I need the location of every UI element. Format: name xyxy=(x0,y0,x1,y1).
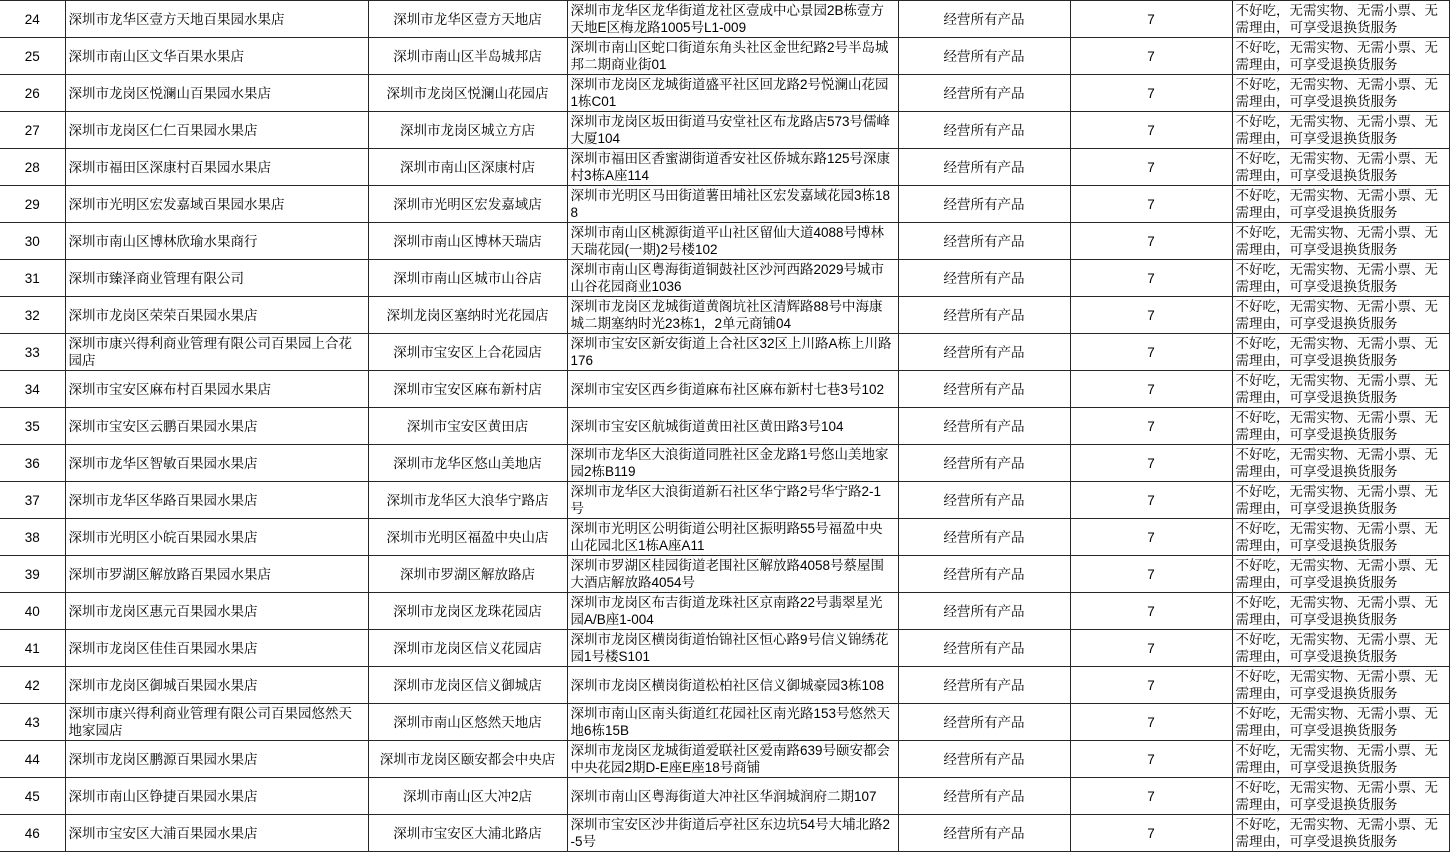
store-name-cell[interactable]: 深圳市龙岗区颐安都会中央店 xyxy=(368,741,567,778)
row-number-cell[interactable]: 45 xyxy=(0,778,65,815)
company-name-cell[interactable]: 深圳市康兴得利商业管理有限公司百果园上合花园店 xyxy=(65,334,368,371)
address-cell[interactable]: 深圳市南山区桃源街道平山社区留仙大道4088号博林天瑞花园(一期)2号楼102 xyxy=(567,223,898,260)
business-scope-cell[interactable]: 经营所有产品 xyxy=(898,334,1070,371)
store-name-cell[interactable]: 深圳市光明区福盈中央山店 xyxy=(368,519,567,556)
table-row xyxy=(0,260,1449,297)
business-scope-cell[interactable]: 经营所有产品 xyxy=(898,149,1070,186)
store-name-cell[interactable]: 深圳市光明区宏发嘉域店 xyxy=(368,186,567,223)
address-cell[interactable]: 深圳市龙岗区横岗街道怡锦社区恒心路9号信义锦绣花园1号楼S101 xyxy=(567,630,898,667)
service-policy-cell[interactable]: 不好吃，无需实物、无需小票、无需理由，可享受退换货服务 xyxy=(1232,297,1449,334)
service-policy-cell[interactable]: 不好吃，无需实物、无需小票、无需理由，可享受退换货服务 xyxy=(1232,778,1449,815)
days-cell[interactable]: 7 xyxy=(1070,741,1232,778)
company-name-cell[interactable]: 深圳市光明区小皖百果园水果店 xyxy=(65,519,368,556)
service-policy-cell[interactable]: 不好吃，无需实物、无需小票、无需理由，可享受退换货服务 xyxy=(1232,223,1449,260)
company-name-cell[interactable]: 深圳市龙岗区鹏源百果园水果店 xyxy=(65,741,368,778)
company-name-cell[interactable]: 深圳市南山区文华百果水果店 xyxy=(65,38,368,75)
days-cell[interactable]: 7 xyxy=(1070,38,1232,75)
service-policy-cell[interactable]: 不好吃，无需实物、无需小票、无需理由，可享受退换货服务 xyxy=(1232,371,1449,408)
business-scope-cell[interactable]: 经营所有产品 xyxy=(898,519,1070,556)
days-cell[interactable]: 7 xyxy=(1070,186,1232,223)
company-name-cell[interactable]: 深圳市康兴得利商业管理有限公司百果园悠然天地家园店 xyxy=(65,704,368,741)
table-row xyxy=(0,334,1449,371)
service-policy-cell[interactable]: 不好吃，无需实物、无需小票、无需理由，可享受退换货服务 xyxy=(1232,75,1449,112)
row-number-cell[interactable]: 46 xyxy=(0,815,65,852)
table-row xyxy=(0,593,1449,630)
service-policy-cell[interactable]: 不好吃，无需实物、无需小票、无需理由，可享受退换货服务 xyxy=(1232,38,1449,75)
table-row xyxy=(0,297,1449,334)
days-cell[interactable]: 7 xyxy=(1070,667,1232,704)
days-cell[interactable]: 7 xyxy=(1070,297,1232,334)
service-policy-cell[interactable]: 不好吃，无需实物、无需小票、无需理由，可享受退换货服务 xyxy=(1232,1,1449,38)
table-row xyxy=(0,704,1449,741)
company-name-cell[interactable]: 深圳市龙岗区仁仁百果园水果店 xyxy=(65,112,368,149)
address-cell[interactable]: 深圳市龙岗区横岗街道松柏社区信义御城豪园3栋108 xyxy=(567,667,898,704)
service-policy-cell[interactable]: 不好吃，无需实物、无需小票、无需理由，可享受退换货服务 xyxy=(1232,186,1449,223)
table-row xyxy=(0,223,1449,260)
address-cell[interactable]: 深圳市南山区粤海街道铜鼓社区沙河西路2029号城市山谷花园商业1036 xyxy=(567,260,898,297)
row-number-cell[interactable]: 33 xyxy=(0,334,65,371)
row-number-cell[interactable]: 37 xyxy=(0,482,65,519)
table-row xyxy=(0,482,1449,519)
store-table-body xyxy=(0,1,1449,852)
store-name-cell[interactable]: 深圳市龙华区悠山美地店 xyxy=(368,445,567,482)
store-name-cell[interactable]: 深圳市宝安区上合花园店 xyxy=(368,334,567,371)
store-name-cell[interactable]: 深圳市龙岗区龙珠花园店 xyxy=(368,593,567,630)
service-policy-cell[interactable]: 不好吃，无需实物、无需小票、无需理由，可享受退换货服务 xyxy=(1232,815,1449,852)
row-number-cell[interactable]: 30 xyxy=(0,223,65,260)
business-scope-cell[interactable]: 经营所有产品 xyxy=(898,482,1070,519)
table-row xyxy=(0,815,1449,852)
service-policy-cell[interactable]: 不好吃，无需实物、无需小票、无需理由，可享受退换货服务 xyxy=(1232,445,1449,482)
days-cell[interactable]: 7 xyxy=(1070,519,1232,556)
address-cell[interactable]: 深圳市宝安区沙井街道后亭社区东边坑54号大埔北路2-5号 xyxy=(567,815,898,852)
address-cell[interactable]: 深圳市宝安区西乡街道麻布社区麻布新村七巷3号102 xyxy=(567,371,898,408)
service-policy-cell[interactable]: 不好吃，无需实物、无需小票、无需理由，可享受退换货服务 xyxy=(1232,667,1449,704)
address-cell[interactable]: 深圳市光明区公明街道公明社区振明路55号福盈中央山花园北区1栋A座A11 xyxy=(567,519,898,556)
company-name-cell[interactable]: 深圳市臻泽商业管理有限公司 xyxy=(65,260,368,297)
address-cell[interactable]: 深圳市宝安区航城街道黄田社区黄田路3号104 xyxy=(567,408,898,445)
business-scope-cell[interactable]: 经营所有产品 xyxy=(898,778,1070,815)
row-number-cell[interactable]: 31 xyxy=(0,260,65,297)
store-name-cell[interactable]: 深圳市宝安区黄田店 xyxy=(368,408,567,445)
table-row xyxy=(0,186,1449,223)
business-scope-cell[interactable]: 经营所有产品 xyxy=(898,408,1070,445)
days-cell[interactable]: 7 xyxy=(1070,1,1232,38)
address-cell[interactable]: 深圳市龙岗区坂田街道马安堂社区布龙路店573号儒峰大厦104 xyxy=(567,112,898,149)
service-policy-cell[interactable]: 不好吃，无需实物、无需小票、无需理由，可享受退换货服务 xyxy=(1232,149,1449,186)
business-scope-cell[interactable]: 经营所有产品 xyxy=(898,593,1070,630)
days-cell[interactable]: 7 xyxy=(1070,593,1232,630)
address-cell[interactable]: 深圳市龙岗区龙城街道盛平社区回龙路2号悦澜山花园1栋C01 xyxy=(567,75,898,112)
table-row xyxy=(0,741,1449,778)
store-name-cell[interactable]: 深圳市南山区悠然天地店 xyxy=(368,704,567,741)
address-cell[interactable]: 深圳市龙岗区龙城街道黄阁坑社区清辉路88号中海康城二期塞纳时光23栋1，2单元商铺04 xyxy=(567,297,898,334)
table-row xyxy=(0,112,1449,149)
address-cell[interactable]: 深圳市南山区蛇口街道东角头社区金世纪路2号半岛城邦二期商业街01 xyxy=(567,38,898,75)
store-name-cell[interactable]: 深圳市龙岗区城立方店 xyxy=(368,112,567,149)
table-row xyxy=(0,630,1449,667)
company-name-cell[interactable]: 深圳市龙华区华路百果园水果店 xyxy=(65,482,368,519)
store-name-cell[interactable]: 深圳市南山区博林天瑞店 xyxy=(368,223,567,260)
company-name-cell[interactable]: 深圳市龙岗区御城百果园水果店 xyxy=(65,667,368,704)
store-name-cell[interactable]: 深圳市龙华区壹方天地店 xyxy=(368,1,567,38)
store-name-cell[interactable]: 深圳市龙岗区信义御城店 xyxy=(368,667,567,704)
row-number-cell[interactable]: 40 xyxy=(0,593,65,630)
business-scope-cell[interactable]: 经营所有产品 xyxy=(898,445,1070,482)
company-name-cell[interactable]: 深圳市龙岗区荣荣百果园水果店 xyxy=(65,297,368,334)
row-number-cell[interactable]: 41 xyxy=(0,630,65,667)
days-cell[interactable]: 7 xyxy=(1070,223,1232,260)
service-policy-cell[interactable]: 不好吃，无需实物、无需小票、无需理由，可享受退换货服务 xyxy=(1232,482,1449,519)
business-scope-cell[interactable]: 经营所有产品 xyxy=(898,1,1070,38)
service-policy-cell[interactable]: 不好吃，无需实物、无需小票、无需理由，可享受退换货服务 xyxy=(1232,704,1449,741)
address-cell[interactable]: 深圳市光明区马田街道薯田埔社区宏发嘉域花园3栋188 xyxy=(567,186,898,223)
row-number-cell[interactable]: 24 xyxy=(0,1,65,38)
company-name-cell[interactable]: 深圳市光明区宏发嘉域百果园水果店 xyxy=(65,186,368,223)
days-cell[interactable]: 7 xyxy=(1070,556,1232,593)
company-name-cell[interactable]: 深圳市南山区博林欣瑜水果商行 xyxy=(65,223,368,260)
company-name-cell[interactable]: 深圳市宝安区大浦百果园水果店 xyxy=(65,815,368,852)
days-cell[interactable]: 7 xyxy=(1070,815,1232,852)
business-scope-cell[interactable]: 经营所有产品 xyxy=(898,556,1070,593)
business-scope-cell[interactable]: 经营所有产品 xyxy=(898,223,1070,260)
service-policy-cell[interactable]: 不好吃，无需实物、无需小票、无需理由，可享受退换货服务 xyxy=(1232,408,1449,445)
table-row xyxy=(0,1,1449,38)
business-scope-cell[interactable]: 经营所有产品 xyxy=(898,630,1070,667)
table-row xyxy=(0,38,1449,75)
row-number-cell[interactable]: 35 xyxy=(0,408,65,445)
store-name-cell[interactable]: 深圳市龙岗区信义花园店 xyxy=(368,630,567,667)
days-cell[interactable]: 7 xyxy=(1070,149,1232,186)
address-cell[interactable]: 深圳市龙岗区龙城街道爱联社区爱南路639号颐安都会中央花园2期D-E座E座18号商铺 xyxy=(567,741,898,778)
days-cell[interactable]: 7 xyxy=(1070,408,1232,445)
address-cell[interactable]: 深圳市龙华区大浪街道新石社区华宁路2号华宁路2-1号 xyxy=(567,482,898,519)
store-name-cell[interactable]: 深圳市宝安区大浦北路店 xyxy=(368,815,567,852)
table-row xyxy=(0,556,1449,593)
business-scope-cell[interactable]: 经营所有产品 xyxy=(898,667,1070,704)
days-cell[interactable]: 7 xyxy=(1070,704,1232,741)
address-cell[interactable]: 深圳市龙华区龙华街道龙社区壹成中心景园2B栋壹方天地E区梅龙路1005号L1-009 xyxy=(567,1,898,38)
table-row xyxy=(0,778,1449,815)
row-number-cell[interactable]: 36 xyxy=(0,445,65,482)
table-row xyxy=(0,75,1449,112)
address-cell[interactable]: 深圳市龙华区大浪街道同胜社区金龙路1号悠山美地家园2栋B119 xyxy=(567,445,898,482)
days-cell[interactable]: 7 xyxy=(1070,778,1232,815)
row-number-cell[interactable]: 29 xyxy=(0,186,65,223)
business-scope-cell[interactable]: 经营所有产品 xyxy=(898,112,1070,149)
address-cell[interactable]: 深圳市龙岗区布吉街道龙珠社区京南路22号翡翠星光园A/B座1-004 xyxy=(567,593,898,630)
row-number-cell[interactable]: 34 xyxy=(0,371,65,408)
business-scope-cell[interactable]: 经营所有产品 xyxy=(898,75,1070,112)
days-cell[interactable]: 7 xyxy=(1070,334,1232,371)
business-scope-cell[interactable]: 经营所有产品 xyxy=(898,260,1070,297)
service-policy-cell[interactable]: 不好吃，无需实物、无需小票、无需理由，可享受退换货服务 xyxy=(1232,112,1449,149)
service-policy-cell[interactable]: 不好吃，无需实物、无需小票、无需理由，可享受退换货服务 xyxy=(1232,519,1449,556)
row-number-cell[interactable]: 32 xyxy=(0,297,65,334)
row-number-cell[interactable]: 42 xyxy=(0,667,65,704)
table-row xyxy=(0,149,1449,186)
address-cell[interactable]: 深圳市南山区南头街道红花园社区南光路153号悠然天地6栋15B xyxy=(567,704,898,741)
row-number-cell[interactable]: 43 xyxy=(0,704,65,741)
row-number-cell[interactable]: 27 xyxy=(0,112,65,149)
row-number-cell[interactable]: 26 xyxy=(0,75,65,112)
business-scope-cell[interactable]: 经营所有产品 xyxy=(898,297,1070,334)
store-name-cell[interactable]: 深圳市龙岗区悦澜山花园店 xyxy=(368,75,567,112)
days-cell[interactable]: 7 xyxy=(1070,112,1232,149)
company-name-cell[interactable]: 深圳市龙华区智敏百果园水果店 xyxy=(65,445,368,482)
days-cell[interactable]: 7 xyxy=(1070,482,1232,519)
row-number-cell[interactable]: 28 xyxy=(0,149,65,186)
days-cell[interactable]: 7 xyxy=(1070,371,1232,408)
row-number-cell[interactable]: 44 xyxy=(0,741,65,778)
company-name-cell[interactable]: 深圳市龙岗区惠元百果园水果店 xyxy=(65,593,368,630)
store-name-cell[interactable]: 深圳龙岗区塞纳时光花园店 xyxy=(368,297,567,334)
table-row xyxy=(0,445,1449,482)
days-cell[interactable]: 7 xyxy=(1070,75,1232,112)
address-cell[interactable]: 深圳市罗湖区桂园街道老围社区解放路4058号蔡屋围大酒店解放路4054号 xyxy=(567,556,898,593)
company-name-cell[interactable]: 深圳市罗湖区解放路百果园水果店 xyxy=(65,556,368,593)
days-cell[interactable]: 7 xyxy=(1070,630,1232,667)
service-policy-cell[interactable]: 不好吃，无需实物、无需小票、无需理由，可享受退换货服务 xyxy=(1232,593,1449,630)
business-scope-cell[interactable]: 经营所有产品 xyxy=(898,186,1070,223)
row-number-cell[interactable]: 39 xyxy=(0,556,65,593)
table-row xyxy=(0,667,1449,704)
days-cell[interactable]: 7 xyxy=(1070,445,1232,482)
row-number-cell[interactable]: 38 xyxy=(0,519,65,556)
store-name-cell[interactable]: 深圳市南山区城市山谷店 xyxy=(368,260,567,297)
business-scope-cell[interactable]: 经营所有产品 xyxy=(898,38,1070,75)
company-name-cell[interactable]: 深圳市南山区铮捷百果园水果店 xyxy=(65,778,368,815)
company-name-cell[interactable]: 深圳市龙岗区悦澜山百果园水果店 xyxy=(65,75,368,112)
business-scope-cell[interactable]: 经营所有产品 xyxy=(898,741,1070,778)
address-cell[interactable]: 深圳市南山区粤海街道大冲社区华润城润府二期107 xyxy=(567,778,898,815)
store-name-cell[interactable]: 深圳市宝安区麻布新村店 xyxy=(368,371,567,408)
store-name-cell[interactable]: 深圳市南山区半岛城邦店 xyxy=(368,38,567,75)
store-name-cell[interactable]: 深圳市龙华区大浪华宁路店 xyxy=(368,482,567,519)
address-cell[interactable]: 深圳市宝安区新安街道上合社区32区上川路A栋上川路176 xyxy=(567,334,898,371)
store-name-cell[interactable]: 深圳市南山区深康村店 xyxy=(368,149,567,186)
company-name-cell[interactable]: 深圳市龙岗区佳佳百果园水果店 xyxy=(65,630,368,667)
table-row xyxy=(0,519,1449,556)
company-name-cell[interactable]: 深圳市宝安区云鹏百果园水果店 xyxy=(65,408,368,445)
business-scope-cell[interactable]: 经营所有产品 xyxy=(898,371,1070,408)
company-name-cell[interactable]: 深圳市福田区深康村百果园水果店 xyxy=(65,149,368,186)
service-policy-cell[interactable]: 不好吃，无需实物、无需小票、无需理由，可享受退换货服务 xyxy=(1232,260,1449,297)
service-policy-cell[interactable]: 不好吃，无需实物、无需小票、无需理由，可享受退换货服务 xyxy=(1232,334,1449,371)
row-number-cell[interactable]: 25 xyxy=(0,38,65,75)
company-name-cell[interactable]: 深圳市宝安区麻布村百果园水果店 xyxy=(65,371,368,408)
business-scope-cell[interactable]: 经营所有产品 xyxy=(898,815,1070,852)
service-policy-cell[interactable]: 不好吃，无需实物、无需小票、无需理由，可享受退换货服务 xyxy=(1232,741,1449,778)
table-row xyxy=(0,371,1449,408)
service-policy-cell[interactable]: 不好吃，无需实物、无需小票、无需理由，可享受退换货服务 xyxy=(1232,556,1449,593)
store-name-cell[interactable]: 深圳市南山区大冲2店 xyxy=(368,778,567,815)
store-name-cell[interactable]: 深圳市罗湖区解放路店 xyxy=(368,556,567,593)
business-scope-cell[interactable]: 经营所有产品 xyxy=(898,704,1070,741)
days-cell[interactable]: 7 xyxy=(1070,260,1232,297)
address-cell[interactable]: 深圳市福田区香蜜湖街道香安社区侨城东路125号深康村3栋A座114 xyxy=(567,149,898,186)
table-row xyxy=(0,408,1449,445)
company-name-cell[interactable]: 深圳市龙华区壹方天地百果园水果店 xyxy=(65,1,368,38)
service-policy-cell[interactable]: 不好吃，无需实物、无需小票、无需理由，可享受退换货服务 xyxy=(1232,630,1449,667)
